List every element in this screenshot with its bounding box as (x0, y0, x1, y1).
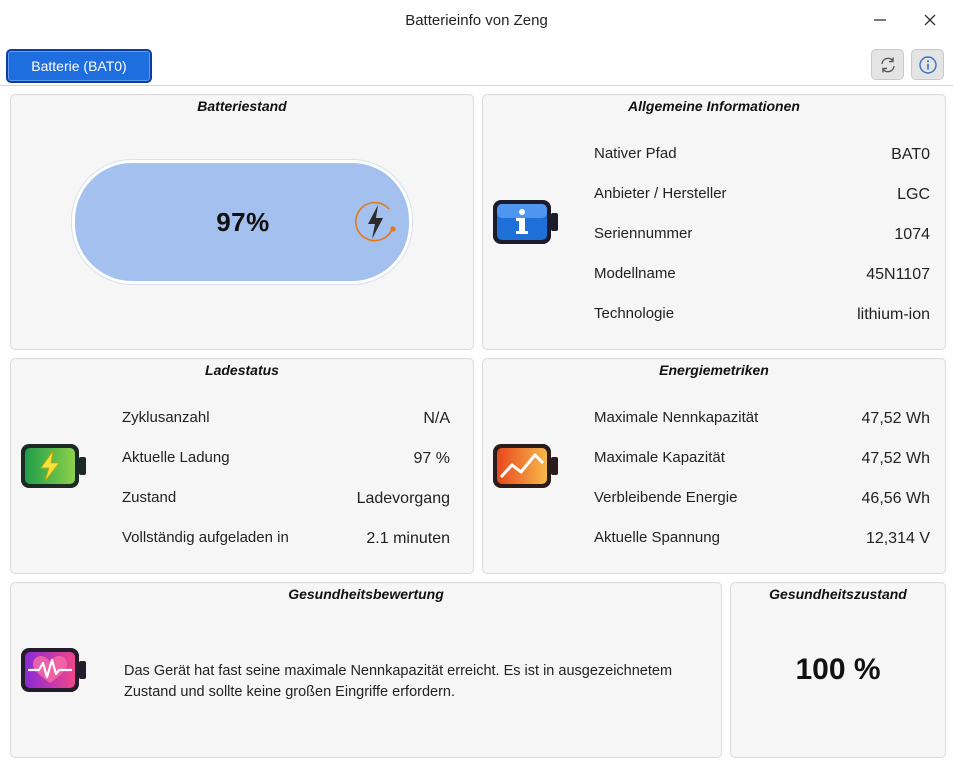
battery-chart-icon (491, 441, 561, 491)
battery-heartbeat-icon (19, 645, 89, 695)
charge-status-panel: Ladestatus Zyklusanzahl N/A Aktuelle Ladung 97 % Zustand Ladevorgang Vollständig aufgeladen in 2.1 minuten (10, 358, 474, 574)
battery-tab-button[interactable]: Batterie (BAT0) (6, 49, 152, 83)
health-state-value: 100 % (795, 653, 881, 686)
title-bar (0, 0, 953, 40)
about-button[interactable] (911, 49, 944, 80)
info-circle-icon (918, 55, 938, 75)
health-rating-panel (10, 582, 722, 758)
health-state-title: Gesundheitszustand (769, 586, 907, 602)
refresh-icon (878, 55, 898, 75)
minimize-icon (872, 12, 888, 28)
charge-status-title: Ladestatus (205, 362, 279, 378)
general-info-panel: Allgemeine Informationen Nativer Pfad BAT0 Anbieter / Hersteller LGC Seriennummer 1074 Modellname 45N1107 Technologie lithium-ion (482, 94, 946, 350)
battery-charging-icon (19, 441, 89, 491)
battery-info-icon (491, 197, 561, 247)
health-state-panel (730, 582, 946, 758)
health-rating-title: Gesundheitsbewertung (288, 586, 444, 602)
energy-metrics-panel: Energiemetriken Maximale Nennkapazität 47,52 Wh Maximale Kapazität 47,52 Wh Verbleibende Energie 46,56 Wh Aktuelle Spannung 12,314 V (482, 358, 946, 574)
window-title: Batterieinfo von Zeng (405, 11, 548, 29)
general-info-title: Allgemeine Informationen (628, 98, 800, 114)
lightning-bolt-icon (351, 197, 401, 247)
toolbar (0, 44, 953, 86)
energy-metrics-title: Energiemetriken (659, 362, 769, 378)
battery-level-title: Batteriestand (197, 98, 287, 114)
battery-percent: 97% (216, 207, 270, 237)
close-button[interactable] (918, 8, 942, 32)
minimize-button[interactable] (868, 8, 892, 32)
refresh-button[interactable] (871, 49, 904, 80)
health-rating-text: Das Gerät hat fast seine maximale Nennkapazität erreicht. Es ist in ausgezeichnetem Zustand und sollte keine großen Eingriffe erfordern. (124, 663, 673, 700)
battery-level-panel (10, 94, 474, 350)
battery-level-gauge (72, 160, 412, 284)
close-icon (922, 12, 938, 28)
